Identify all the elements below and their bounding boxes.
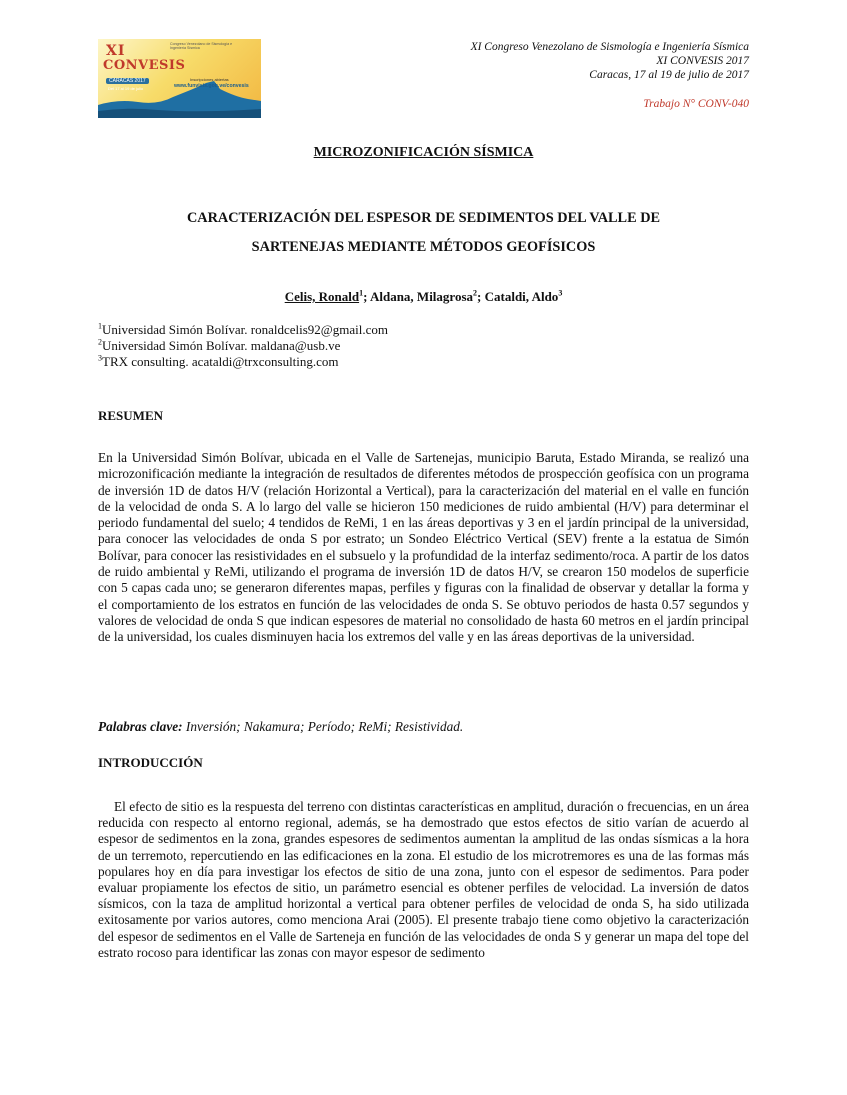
paper-title-line-1: CARACTERIZACIÓN DEL ESPESOR DE SEDIMENTOS DEL VALLE DE [186,210,661,226]
author-name: Aldana, Milagrosa [369,289,474,304]
keywords [98,719,749,735]
affiliation-sup: 1 [98,321,102,331]
header-conference-name: XI Congreso Venezolano de Sismología e Ingeniería Sísmica [470,41,749,53]
header-work-number: Trabajo N° CONV-040 [643,98,749,110]
abstract-heading: RESUMEN [98,408,164,423]
abstract-body: En la Universidad Simón Bolívar, ubicada en el Valle de Sartenejas, municipio Baruta, Estado Miranda, se realizó una microzonificación mediante la integración de resultados de diferentes métodos de prospección geofísica con un programa de inversión 1D de datos H/V (relación Horizontal a Vertical), para la caracterización del material en el valle en función de la velocidad de onda S. A lo largo del valle se hicieron 150 mediciones de ruido ambiental (H/V) para determinar el periodo fundamental del suelo; 4 tendidos de ReMi, 1 en las áreas deportivas y 3 en el jardín principal de la universidad, para conocer las velocidades de onda S por estrato; un Sondeo Eléctrico Vertical (SEV) frente a la estatua de Simón Bolívar, para conocer las resistividades en el subsuelo y la profundidad de la interfaz sedimento/roca. A partir de los datos de ruido ambiental y ReMi, utilizando el programa de inversión 1D de datos H/V, se crearon 150 modelos de superficie con 5 capas cada uno; se generaron diferentes mapas, perfiles y figuras con la finalidad de observar y detallar la forma y el comportamiento de los estratos en función de las velocidades de onda S. Se obtuvo periodos de hasta 0.57 segundos y valores de velocidad de onda S que indican espesores de material no consolidado de hasta 60 metros en el jardín principal de la universidad, los cuales disminuyen hacia los extremos del valle y en las áreas deportivas de la universidad. [98,450,749,645]
paper-title-line-2: SARTENEJAS MEDIANTE MÉTODOS GEOFÍSICOS [251,239,596,255]
affiliation-item [98,354,698,370]
author-sup: 1 [359,288,364,298]
logo-registration: Inscripciones abiertas [190,77,229,82]
logo-dates: Del 17 al 19 de julio [108,86,144,91]
author-sup: 3 [558,288,563,298]
author-sup: 2 [473,288,478,298]
author-separator: ; [363,289,370,304]
keywords-text: Inversión; Nakamura; Período; ReMi; Resistividad. [185,719,464,734]
affiliation-sup: 3 [98,353,102,363]
author-name: Celis, Ronald [284,289,360,304]
logo-url: www.funvisis.gob.ve/convesis [174,83,249,89]
introduction-body: El efecto de sitio es la respuesta del terreno con distintas características en amplitud, duración o frecuencias, en un área reducida con respecto al entorno regional, además, se ha demostrado que estos efectos de sitio varían de acuerdo al espesor de sedimentos en la zona, grandes espesores de sedimentos aumentan la amplitud de las ondas sísmicas a la hora de un terremoto, repercutiendo en las edificaciones en la zona. El estudio de los microtremores es una de las formas más populares hoy en día para investigar los efectos de sitio de una zona, junto con el espesor de sedimentos. Para poder evaluar propiamente los efectos de sitio, un parámetro esencial es obtener perfiles de velocidad. La inversión de datos sísmicos, con la taza de amplitud horizontal a vertical para obtener perfiles de velocidad de onda S, ha sido utilizada exitosamente por varios autores, como menciona Arai (2005). El presente trabajo tiene como objetivo la caracterización del espesor de sedimentos en el Valle de Sarteneja en función de las velocidades de onda S y generar un mapa del tope del estrato rocoso para identificar las zonas con mayor espesor de sedimento [98,799,749,960]
affiliation-text: Universidad Simón Bolívar. maldana@usb.ve [102,338,341,353]
author-name: Cataldi, Aldo [484,289,559,304]
author-list [0,289,847,305]
affiliation-item [98,322,698,338]
affiliation-text: TRX consulting. acataldi@trxconsulting.com [102,354,339,369]
logo-edition: XI [106,43,126,59]
logo-subtitle: Congreso Venezolano de Sismología e Ingeniería Sísmica [170,42,233,51]
conference-logo [98,39,261,118]
affiliation-item [98,338,698,354]
introduction-heading: INTRODUCCIÓN [98,755,203,770]
section-title: MICROZONIFICACIÓN SÍSMICA [313,145,534,160]
logo-city: CARACAS 2017 [106,78,149,84]
header-location-date: Caracas, 17 al 19 de julio de 2017 [589,69,749,81]
header-conference-short: XI CONVESIS 2017 [656,55,749,67]
keywords-label: Palabras clave: [98,719,183,734]
affiliation-sup: 2 [98,337,102,347]
paper-title [98,204,749,262]
affiliation-list [98,322,698,370]
affiliation-text: Universidad Simón Bolívar. ronaldcelis92@gmail.com [102,322,389,337]
logo-name: CONVESIS [103,58,186,73]
author-separator: ; [477,289,485,304]
